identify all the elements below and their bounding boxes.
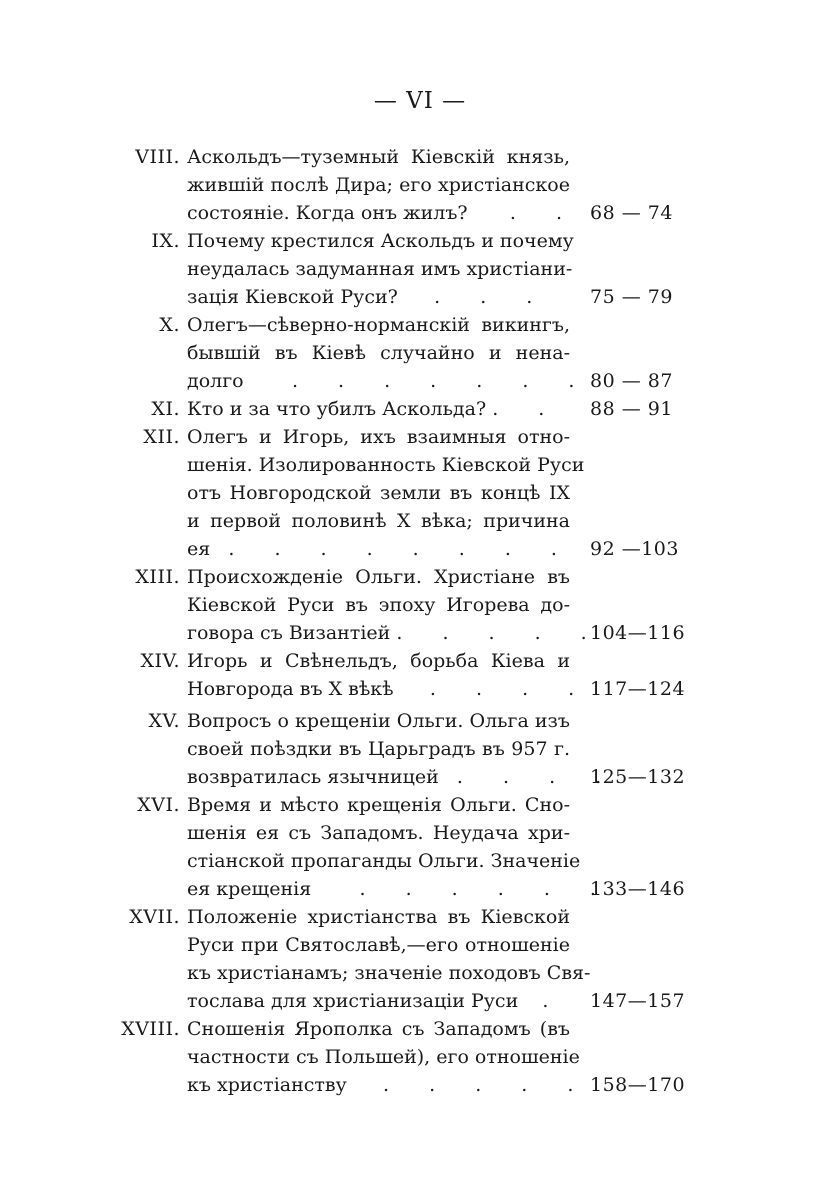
toc-line <box>0 1071 840 1099</box>
chapter-title-line: Новгорода въ X вѣкѣ . . . . <box>187 678 592 700</box>
page-range: 80 — 87 <box>590 370 673 392</box>
toc-line <box>0 903 840 931</box>
chapter-title-line: стіанской пропаганды Ольги. Значеніе <box>187 850 581 872</box>
chapter-title-line: отъ Новгородской земли въ концѣ IX <box>187 482 570 504</box>
page-range: 88 — 91 <box>590 398 673 420</box>
toc-line <box>0 395 840 423</box>
chapter-title-line: ея крещенія . . . . . . <box>187 878 613 900</box>
toc-line <box>0 847 840 875</box>
chapter-title-line: бывшій въ Кіевѣ случайно и нена- <box>187 342 570 364</box>
chapter-number: XII. <box>143 426 180 448</box>
chapter-title-line: Время и мѣсто крещенія Ольги. Сно- <box>187 794 570 816</box>
toc-line <box>0 619 840 647</box>
chapter-title-line: тослава для христіанизаціи Руси . <box>187 990 566 1012</box>
chapter-title-line: зація Кіевской Руси? . . . <box>187 286 550 308</box>
leader-dots: . . . . . . <box>359 878 613 900</box>
chapter-number: IX. <box>151 230 180 252</box>
toc-line <box>0 479 840 507</box>
leader-dots: . . <box>509 202 580 224</box>
page-range: 117—124 <box>590 678 686 700</box>
toc-line <box>0 171 840 199</box>
chapter-title-line: ея . . . . . . . . <box>187 538 574 560</box>
chapter-title-line: Кто и за что убилъ Аскольда? . . <box>187 398 562 420</box>
toc-line <box>0 311 840 339</box>
toc-line <box>0 451 840 479</box>
chapter-title-line: Сношенія Ярополка съ Западомъ (въ <box>187 1018 570 1040</box>
chapter-title-line: говора съ Византіей . . . . . <box>187 622 604 644</box>
chapter-title-line: возвратилась язычницей . . . . <box>187 766 619 788</box>
chapter-title-line: и первой половинѣ X вѣка; причина <box>187 510 570 532</box>
toc-line <box>0 791 840 819</box>
page-range: 125—132 <box>590 766 686 788</box>
chapter-title-line: долго . . . . . . . <box>187 370 592 392</box>
toc-line <box>0 591 840 619</box>
page-range: 147—157 <box>590 990 686 1012</box>
toc-line <box>0 199 840 227</box>
page-range: 158—170 <box>590 1074 686 1096</box>
toc-line <box>0 959 840 987</box>
chapter-title-line: состояніе. Когда онъ жилъ? . . <box>187 202 580 224</box>
toc-line <box>0 1015 840 1043</box>
toc-line <box>0 763 840 791</box>
leader-dots: . . . . . <box>396 622 604 644</box>
chapter-title-line: Аскольдъ—туземный Кіевскій князь, <box>187 146 570 168</box>
toc-line <box>0 875 840 903</box>
toc-line <box>0 367 840 395</box>
page-range: 68 — 74 <box>590 202 673 224</box>
chapter-title-line: неудалась задуманная имъ христіани- <box>187 258 573 280</box>
toc-line <box>0 507 840 535</box>
chapter-title-line: къ христіанству . . . . . <box>187 1074 591 1096</box>
chapter-title-line: Олегъ и Игорь, ихъ взаимныя отно- <box>187 426 570 448</box>
leader-dots: . . <box>492 398 562 420</box>
chapter-number: X. <box>159 314 180 336</box>
toc-line <box>0 227 840 255</box>
page-range: 75 — 79 <box>590 286 673 308</box>
toc-line <box>0 535 840 563</box>
chapter-title-line: шенія. Изолированность Кіевской Руси <box>187 454 585 476</box>
toc-line <box>0 707 840 735</box>
toc-line <box>0 143 840 171</box>
toc-line <box>0 647 840 675</box>
leader-dots: . . . . <box>429 678 592 700</box>
chapter-title-line: Руси при Святославѣ,—его отношеніе <box>187 934 570 956</box>
chapter-title-line: Олегъ—сѣверно-норманскій викингъ, <box>187 314 570 336</box>
toc-line <box>0 735 840 763</box>
toc-line <box>0 931 840 959</box>
chapter-title-line: шенія ея съ Западомъ. Неудача хри- <box>187 822 570 844</box>
leader-dots: . . . . . <box>383 1074 591 1096</box>
chapter-title-line: частности съ Польшей), его отношеніе <box>187 1046 580 1068</box>
chapter-number: XVII. <box>129 906 180 928</box>
chapter-number: XVIII. <box>121 1018 180 1040</box>
toc-line <box>0 675 840 703</box>
chapter-title-line: жившій послѣ Дира; его христіанское <box>187 174 570 196</box>
chapter-number: XVI. <box>137 794 180 816</box>
chapter-number: VIII. <box>135 146 180 168</box>
chapter-title-line: Почему крестился Аскольдъ и почему <box>187 230 574 252</box>
chapter-title-line: Положеніе христіанства въ Кіевской <box>187 906 570 928</box>
page-range: 133—146 <box>590 878 686 900</box>
toc-line <box>0 563 840 591</box>
chapter-number: XIV. <box>140 650 180 672</box>
chapter-title-line: Происхожденіе Ольги. Христіане въ <box>187 566 570 588</box>
leader-dots: . . . . . . . <box>291 370 592 392</box>
chapter-title-line: Игорь и Свѣнельдъ, борьба Кіева и <box>187 650 570 672</box>
leader-dots: . . . . . . . . <box>228 538 574 560</box>
leader-dots: . <box>542 990 566 1012</box>
chapter-title-line: къ христіанамъ; значеніе походовъ Свя- <box>187 962 591 984</box>
chapter-number: XIII. <box>135 566 180 588</box>
toc-line <box>0 339 840 367</box>
chapter-title-line: Кіевской Руси въ эпоху Игорева до- <box>187 594 570 616</box>
leader-dots: . . . <box>434 286 550 308</box>
toc-line <box>0 283 840 311</box>
chapter-number: XI. <box>151 398 180 420</box>
page-header: — VI — <box>373 88 467 114</box>
page-range: 104—116 <box>590 622 686 644</box>
toc-line <box>0 819 840 847</box>
toc-line <box>0 423 840 451</box>
toc-line <box>0 987 840 1015</box>
toc-line <box>0 1043 840 1071</box>
chapter-title-line: Вопросъ о крещеніи Ольги. Ольга изъ <box>187 710 570 732</box>
page-range: 92 —103 <box>590 538 679 560</box>
leader-dots: . . . . <box>456 766 619 788</box>
chapter-number: XV. <box>148 710 180 732</box>
chapter-title-line: своей поѣздки въ Царьградъ въ 957 г. <box>187 738 570 760</box>
toc-line <box>0 255 840 283</box>
